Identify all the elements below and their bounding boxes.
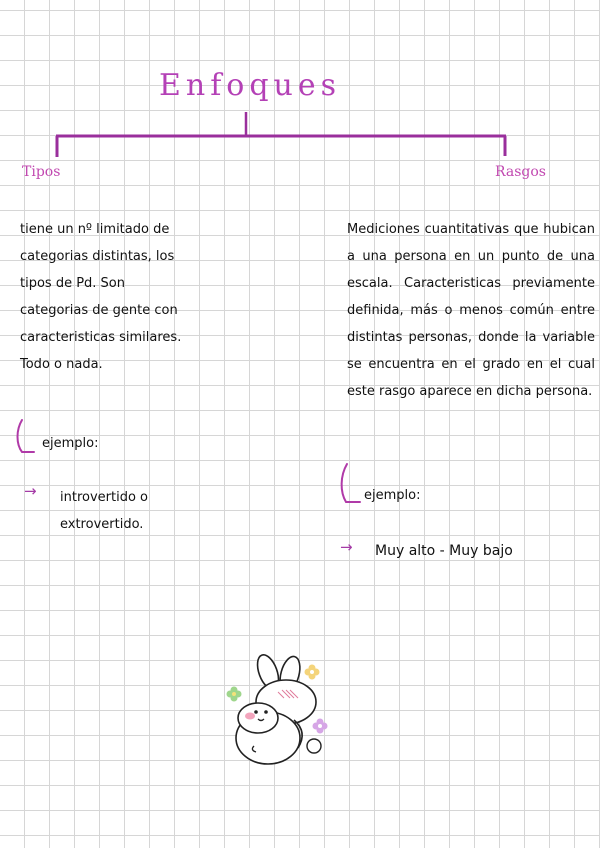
flower-icon [227,687,242,702]
rasgos-example-text: Muy alto - Muy bajo [375,543,513,559]
flower-icon [313,719,328,734]
category-rasgos: Rasgos [495,164,546,180]
arrow-right-icon: → [340,538,353,556]
tipos-example-text: introvertido o extrovertido. [60,490,148,532]
example-curve-left [14,418,38,456]
arrow-right-icon: → [24,482,37,500]
example-curve-right [338,462,364,506]
tipos-description: tiene un nº limitado de categorias distintas, los tipos de Pd. Son categorias de gente con caracteristicas similares. Todo o nada. [20,222,182,372]
bracket-connector [0,0,600,170]
tipos-example-label: ejemplo: [42,436,99,451]
category-tipos: Tipos [22,164,61,180]
page-title: Enfoques [158,68,342,103]
bunny-sticker-icon [220,650,335,770]
rasgos-example-label: ejemplo: [364,488,421,503]
flower-icon [305,665,320,680]
rasgos-description: Mediciones cuantitativas que hubican a una persona en un punto de una escala. Caracteristicas previamente definida, más o menos común entre distintas personas, donde la variable se encuentra en el grado en el cual este rasgo aparece en dicha persona. [347,222,595,399]
